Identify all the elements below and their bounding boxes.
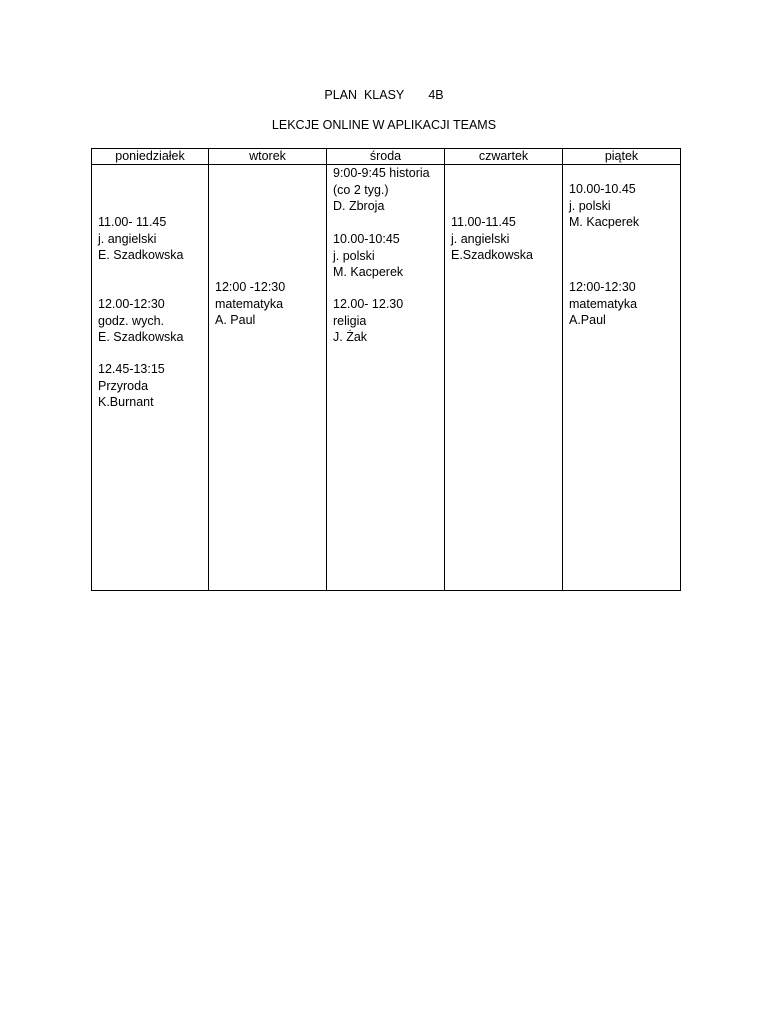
lesson-teacher: A.Paul: [569, 313, 606, 327]
lesson-teacher: E.Szadkowska: [451, 248, 533, 262]
lesson-time: 12.00- 12.30: [333, 297, 404, 311]
lesson-time: 10.00-10:45: [333, 232, 400, 246]
cell-tuesday: [209, 165, 327, 591]
lesson-teacher: M. Kacperek: [333, 265, 404, 279]
lesson-subject: godz. wych.: [98, 313, 165, 328]
lesson-time: 12.00-12:30: [98, 297, 165, 311]
lesson-subject: j. polski: [333, 248, 375, 263]
lesson-time: 9:00-9:45 historia: [333, 166, 430, 180]
document-title: PLAN KLASY 4B: [324, 88, 444, 102]
lesson-teacher: A. Paul: [215, 313, 256, 327]
lesson-subject: j. angielski: [451, 231, 510, 246]
cell-monday: [92, 165, 209, 591]
lesson-tuesday-1: [215, 279, 285, 329]
lesson-time: 11.00- 11.45: [98, 215, 167, 229]
lesson-teacher: D. Zbroja: [333, 199, 385, 213]
lesson-subject: Przyroda: [98, 378, 149, 393]
timetable: [91, 148, 681, 591]
timetable-header-row: [92, 149, 681, 165]
lesson-time: 12.45-13:15: [98, 362, 165, 376]
lesson-wednesday-2: [333, 231, 403, 281]
lesson-friday-1: [569, 181, 639, 231]
lesson-teacher: K.Burnant: [98, 395, 154, 409]
lesson-monday-3: [98, 361, 165, 411]
cell-friday: [563, 165, 681, 591]
lesson-time: 12:00-12:30: [569, 280, 636, 294]
lesson-subject: matematyka: [215, 296, 284, 311]
lesson-note: (co 2 tyg.): [333, 182, 389, 197]
lesson-subject: religia: [333, 313, 367, 328]
timetable-body-row: [92, 165, 681, 591]
lesson-subject: j. polski: [569, 198, 611, 213]
lesson-friday-2: [569, 279, 637, 329]
lesson-subject: j. angielski: [98, 231, 157, 246]
cell-wednesday: [327, 165, 445, 591]
lesson-teacher: M. Kacperek: [569, 215, 640, 229]
header-wednesday: środa: [327, 149, 445, 165]
lesson-wednesday-3: [333, 296, 403, 346]
document-subtitle: LEKCJE ONLINE W APLIKACJI TEAMS: [271, 118, 497, 132]
lesson-teacher: E. Szadkowska: [98, 330, 184, 344]
header-monday: poniedziałek: [92, 149, 209, 165]
lesson-teacher: J. Żak: [333, 330, 368, 344]
header-thursday: czwartek: [445, 149, 563, 165]
cell-thursday: [445, 165, 563, 591]
header-friday: piątek: [563, 149, 681, 165]
lesson-wednesday-1: [333, 165, 430, 215]
lesson-time: 12:00 -12:30: [215, 280, 286, 294]
lesson-monday-2: [98, 296, 183, 346]
lesson-teacher: E. Szadkowska: [98, 248, 184, 262]
lesson-thursday-1: [451, 214, 533, 264]
lesson-time: 10.00-10.45: [569, 182, 636, 196]
header-tuesday: wtorek: [209, 149, 327, 165]
lesson-subject: matematyka: [569, 296, 638, 311]
lesson-monday-1: [98, 214, 183, 264]
lesson-time: 11.00-11.45: [451, 215, 516, 229]
